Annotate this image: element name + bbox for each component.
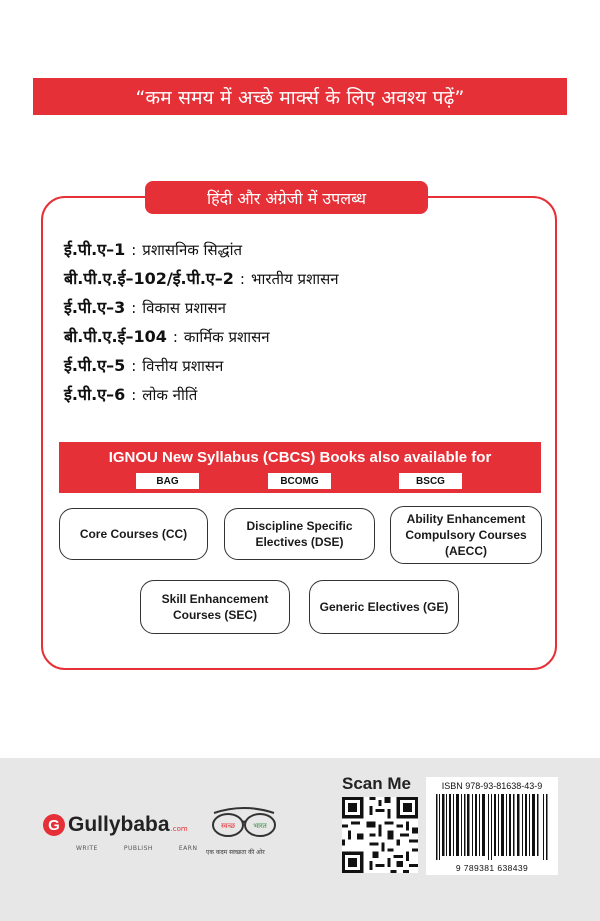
- course-code: बी.पी.ए.ई–102/ई.पी.ए–2: [64, 269, 234, 288]
- course-separator: :: [172, 328, 178, 346]
- course-separator: :: [239, 270, 245, 288]
- swachh-bharat-glasses-icon: [210, 799, 278, 843]
- logo-tags: [76, 845, 197, 852]
- banner-text: “कम समय में अच्छे मार्क्स के लिए अवश्य पढ़ें”: [135, 86, 465, 109]
- swachh-left-text: स्वच्छ: [220, 822, 236, 830]
- course-separator: :: [131, 357, 137, 375]
- logo-tag: EARN: [178, 845, 198, 852]
- course-title: प्रशासनिक सिद्धांत: [142, 241, 243, 259]
- isbn-text: ISBN 978-93-81638-43-9: [441, 781, 543, 791]
- course-title: वित्तीय प्रशासन: [142, 357, 224, 375]
- list-item: [64, 296, 544, 325]
- logo-tag: WRITE: [76, 845, 98, 852]
- gullybaba-logo: [43, 813, 188, 837]
- card-tab: [145, 181, 428, 214]
- course-code: ई.पी.ए–3: [64, 298, 126, 317]
- category-core-courses: Core Courses (CC): [59, 508, 208, 560]
- programme-tag-bag: BAG: [136, 473, 199, 489]
- course-separator: :: [131, 299, 137, 317]
- category-ge: Generic Electives (GE): [309, 580, 459, 634]
- barcode-digits: 9 789381 638439: [455, 863, 529, 873]
- top-banner: [33, 78, 567, 115]
- list-item: [64, 383, 544, 412]
- category-dse: Discipline Specific Electives (DSE): [224, 508, 375, 560]
- course-title: विकास प्रशासन: [142, 299, 226, 317]
- logo-g-icon: G: [43, 814, 65, 836]
- category-sec: Skill Enhancement Courses (SEC): [140, 580, 290, 634]
- barcode-icon: [434, 794, 550, 860]
- course-title: भारतीय प्रशासन: [250, 270, 339, 288]
- course-code: ई.पी.ए–5: [64, 356, 126, 375]
- list-item: [64, 354, 544, 383]
- card-tab-label: हिंदी और अंग्रेजी में उपलब्ध: [207, 188, 366, 208]
- list-item: [64, 238, 544, 267]
- programme-tag-bscg: BSCG: [399, 473, 462, 489]
- course-code: ई.पी.ए–6: [64, 385, 126, 404]
- logo-suffix: .com: [170, 825, 188, 833]
- course-separator: :: [131, 386, 137, 404]
- course-title: लोक नीतिं: [142, 386, 198, 404]
- course-code: ई.पी.ए–1: [64, 240, 126, 259]
- logo-name: Gullybaba: [68, 813, 170, 836]
- logo-tag: PUBLISH: [123, 845, 153, 852]
- category-aecc: Ability Enhancement Compulsory Courses (AECC): [390, 506, 542, 564]
- qr-code-icon: [342, 797, 418, 873]
- course-separator: :: [131, 241, 137, 259]
- swachh-tagline: एक कदम स्वच्छता की ओर: [206, 849, 265, 856]
- isbn-barcode: [426, 777, 558, 875]
- course-list: [64, 238, 544, 412]
- list-item: [64, 325, 544, 354]
- list-item: [64, 267, 544, 296]
- course-title: कार्मिक प्रशासन: [183, 328, 270, 346]
- course-code: बी.पी.ए.ई–104: [64, 327, 167, 346]
- ignou-heading: IGNOU New Syllabus (CBCS) Books also available for: [108, 449, 492, 466]
- scan-me-label: Scan Me: [342, 774, 411, 793]
- swachh-right-text: भारत: [253, 822, 267, 830]
- programme-tag-bcomg: BCOMG: [268, 473, 331, 489]
